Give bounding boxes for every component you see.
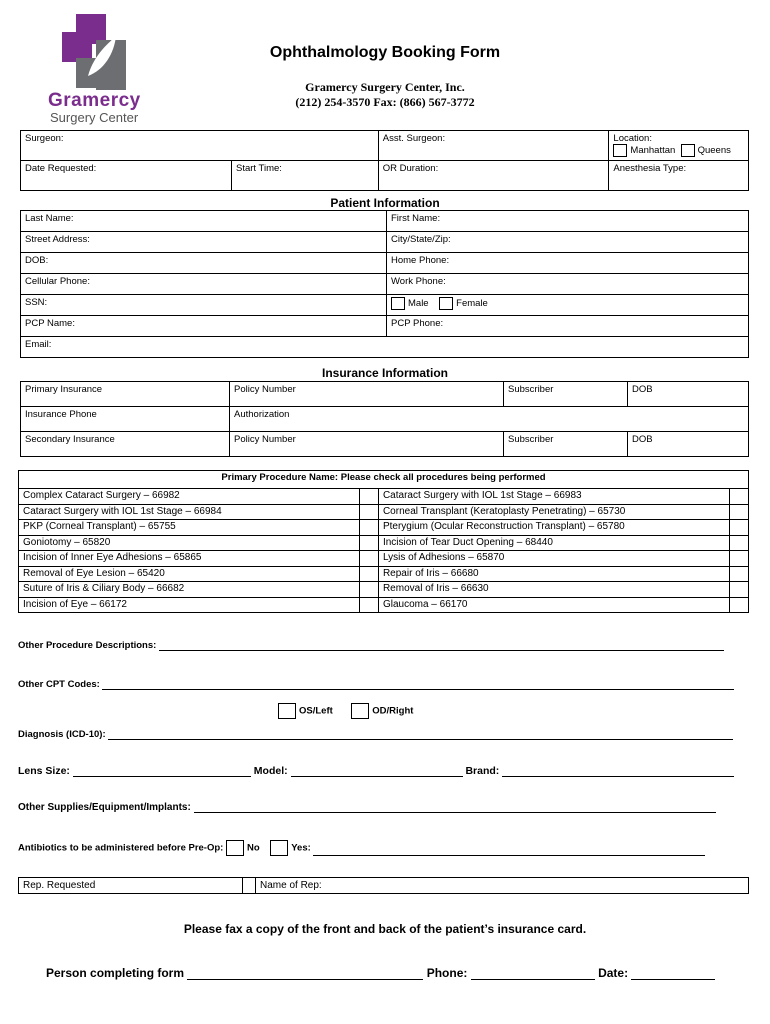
other-procedures-label: Other Procedure Descriptions: [18, 640, 157, 651]
antibiotics-label: Antibiotics to be administered before Pre-Op: [18, 842, 224, 854]
person-label: Person completing form [46, 966, 185, 980]
primary-insurance-field[interactable]: Primary Insurance [21, 382, 230, 407]
or-duration-field[interactable]: OR Duration: [378, 161, 609, 191]
lens-size-label: Lens Size: [18, 765, 70, 777]
dob-field[interactable]: DOB: [21, 253, 387, 274]
last-name-field[interactable]: Last Name: [21, 211, 387, 232]
od-right-label: OD/Right [372, 705, 414, 717]
procedure-left-checkbox[interactable] [360, 551, 379, 567]
footer-phone-label: Phone: [426, 966, 468, 980]
diagnosis-row [18, 729, 733, 740]
procedure-left-checkbox[interactable] [360, 597, 379, 613]
male-label: Male [408, 298, 429, 310]
male-checkbox[interactable] [391, 297, 405, 310]
authorization-field[interactable]: Authorization [230, 407, 749, 432]
footer-date-input[interactable] [631, 979, 715, 980]
procedure-right-checkbox[interactable] [730, 551, 749, 567]
queens-label: Queens [697, 145, 731, 157]
os-left-label: OS/Left [299, 705, 333, 717]
procedure-left-checkbox[interactable] [360, 520, 379, 536]
manhattan-label: Manhattan [630, 145, 676, 157]
procedure-left: Cataract Surgery with IOL 1st Stage – 66984 [19, 504, 360, 520]
procedure-right-checkbox[interactable] [730, 520, 749, 536]
model-input[interactable] [291, 776, 463, 777]
org-contact: (212) 254-3570 Fax: (866) 567-3772 [295, 95, 475, 109]
subscriber-1-field[interactable]: Subscriber [504, 382, 628, 407]
od-right-checkbox[interactable] [351, 703, 369, 719]
logo-name: Gramercy [48, 90, 141, 111]
org-name: Gramercy Surgery Center, Inc. [305, 80, 465, 94]
anesthesia-field[interactable]: Anesthesia Type: [609, 161, 749, 191]
location-label: Location: [613, 133, 652, 144]
procedure-row [19, 597, 749, 613]
antibiotics-yes-label: Yes: [291, 842, 311, 854]
secondary-insurance-field[interactable]: Secondary Insurance [21, 432, 230, 457]
procedure-right: Removal of Iris – 66630 [378, 582, 729, 598]
gender-cell [387, 295, 749, 316]
procedure-right: Lysis of Adhesions – 65870 [378, 551, 729, 567]
antibiotics-row [18, 840, 705, 856]
person-row [46, 966, 715, 980]
ssn-field[interactable]: SSN: [21, 295, 387, 316]
other-cpt-label: Other CPT Codes: [18, 679, 100, 690]
procedure-right-checkbox[interactable] [730, 582, 749, 598]
procedure-row [19, 551, 749, 567]
brand-label: Brand: [465, 765, 500, 777]
dob-2-field[interactable]: DOB [628, 432, 749, 457]
supplies-row [18, 802, 716, 813]
procedure-right: Incision of Tear Duct Opening – 68440 [378, 535, 729, 551]
procedure-left: Incision of Inner Eye Adhesions – 65865 [19, 551, 360, 567]
org-info [0, 80, 770, 110]
street-field[interactable]: Street Address: [21, 232, 387, 253]
antibiotics-yes-input[interactable] [313, 855, 705, 856]
surgeon-table [20, 130, 749, 191]
female-checkbox[interactable] [439, 297, 453, 310]
date-requested-field[interactable]: Date Requested: [21, 161, 232, 191]
lens-row [18, 765, 734, 777]
procedure-left: Goniotomy – 65820 [19, 535, 360, 551]
rep-name-field[interactable]: Name of Rep: [256, 878, 749, 894]
procedure-row [19, 520, 749, 536]
first-name-field[interactable]: First Name: [387, 211, 749, 232]
subscriber-2-field[interactable]: Subscriber [504, 432, 628, 457]
pcp-name-field[interactable]: PCP Name: [21, 316, 387, 337]
os-left-checkbox[interactable] [278, 703, 296, 719]
cell-phone-field[interactable]: Cellular Phone: [21, 274, 387, 295]
model-label: Model: [253, 765, 288, 777]
supplies-input[interactable] [194, 812, 716, 813]
work-phone-field[interactable]: Work Phone: [387, 274, 749, 295]
procedure-row [19, 489, 749, 505]
procedure-left: Incision of Eye – 66172 [19, 597, 360, 613]
email-field[interactable]: Email: [21, 337, 749, 358]
procedures-table [18, 470, 749, 613]
rep-requested-checkbox[interactable] [243, 878, 256, 894]
procedure-row [19, 535, 749, 551]
other-cpt-row [18, 679, 734, 690]
procedure-right-checkbox[interactable] [730, 597, 749, 613]
other-procedures-row [18, 640, 724, 651]
policy-number-1-field[interactable]: Policy Number [230, 382, 504, 407]
procedure-left-checkbox[interactable] [360, 535, 379, 551]
insurance-heading: Insurance Information [321, 366, 449, 380]
footer-phone-input[interactable] [471, 979, 595, 980]
surgeon-field[interactable]: Surgeon: [21, 131, 379, 161]
supplies-label: Other Supplies/Equipment/Implants: [18, 802, 191, 813]
procedure-left-checkbox[interactable] [360, 504, 379, 520]
patient-heading: Patient Information [330, 196, 440, 210]
procedure-right: Glaucoma – 66170 [378, 597, 729, 613]
antibiotics-no-checkbox[interactable] [226, 840, 244, 856]
other-cpt-input[interactable] [102, 689, 734, 690]
insurance-table [20, 381, 749, 457]
brand-input[interactable] [502, 776, 734, 777]
patient-table [20, 210, 749, 358]
rep-table [18, 877, 749, 894]
manhattan-checkbox[interactable] [613, 144, 627, 157]
dob-1-field[interactable]: DOB [628, 382, 749, 407]
procedure-right-checkbox[interactable] [730, 566, 749, 582]
procedure-row [19, 504, 749, 520]
fax-note: Please fax a copy of the front and back of the patient’s insurance card. [183, 922, 587, 936]
female-label: Female [456, 298, 488, 310]
procedure-right: Cataract Surgery with IOL 1st Stage – 66983 [378, 489, 729, 505]
other-procedures-input[interactable] [159, 650, 724, 651]
city-field[interactable]: City/State/Zip: [387, 232, 749, 253]
procedure-left: Suture of Iris & Ciliary Body – 66682 [19, 582, 360, 598]
diagnosis-label: Diagnosis (ICD-10): [18, 729, 106, 740]
home-phone-field[interactable]: Home Phone: [387, 253, 749, 274]
form-title: Ophthalmology Booking Form [269, 44, 501, 61]
queens-checkbox[interactable] [681, 144, 695, 157]
antibiotics-yes-checkbox[interactable] [270, 840, 288, 856]
insurance-phone-field[interactable]: Insurance Phone [21, 407, 230, 432]
procedure-left: PKP (Corneal Transplant) – 65755 [19, 520, 360, 536]
procedure-row [19, 582, 749, 598]
start-time-field[interactable]: Start Time: [232, 161, 379, 191]
eye-side-row [278, 703, 413, 719]
location-cell [609, 131, 749, 161]
procedure-row [19, 566, 749, 582]
footer-date-label: Date: [598, 966, 629, 980]
rep-requested-field[interactable]: Rep. Requested [19, 878, 243, 894]
antibiotics-no-label: No [246, 842, 260, 854]
diagnosis-input[interactable] [108, 739, 733, 740]
procedure-right: Corneal Transplant (Keratoplasty Penetrating) – 65730 [378, 504, 729, 520]
pcp-phone-field[interactable]: PCP Phone: [387, 316, 749, 337]
logo-subtitle: Surgery Center [50, 110, 139, 125]
procedure-left-checkbox[interactable] [360, 489, 379, 505]
procedures-heading: Primary Procedure Name: Please check all procedures being performed [19, 471, 749, 489]
asst-surgeon-field[interactable]: Asst. Surgeon: [378, 131, 609, 161]
lens-size-input[interactable] [73, 776, 251, 777]
procedure-right-checkbox[interactable] [730, 489, 749, 505]
procedure-right: Repair of Iris – 66680 [378, 566, 729, 582]
procedure-right-checkbox[interactable] [730, 504, 749, 520]
procedure-left: Removal of Eye Lesion – 65420 [19, 566, 360, 582]
procedure-right-checkbox[interactable] [730, 535, 749, 551]
policy-number-2-field[interactable]: Policy Number [230, 432, 504, 457]
person-input[interactable] [187, 979, 423, 980]
procedure-left: Complex Cataract Surgery – 66982 [19, 489, 360, 505]
procedure-left-checkbox[interactable] [360, 566, 379, 582]
procedure-right: Pterygium (Ocular Reconstruction Transplant) – 65780 [378, 520, 729, 536]
procedure-left-checkbox[interactable] [360, 582, 379, 598]
